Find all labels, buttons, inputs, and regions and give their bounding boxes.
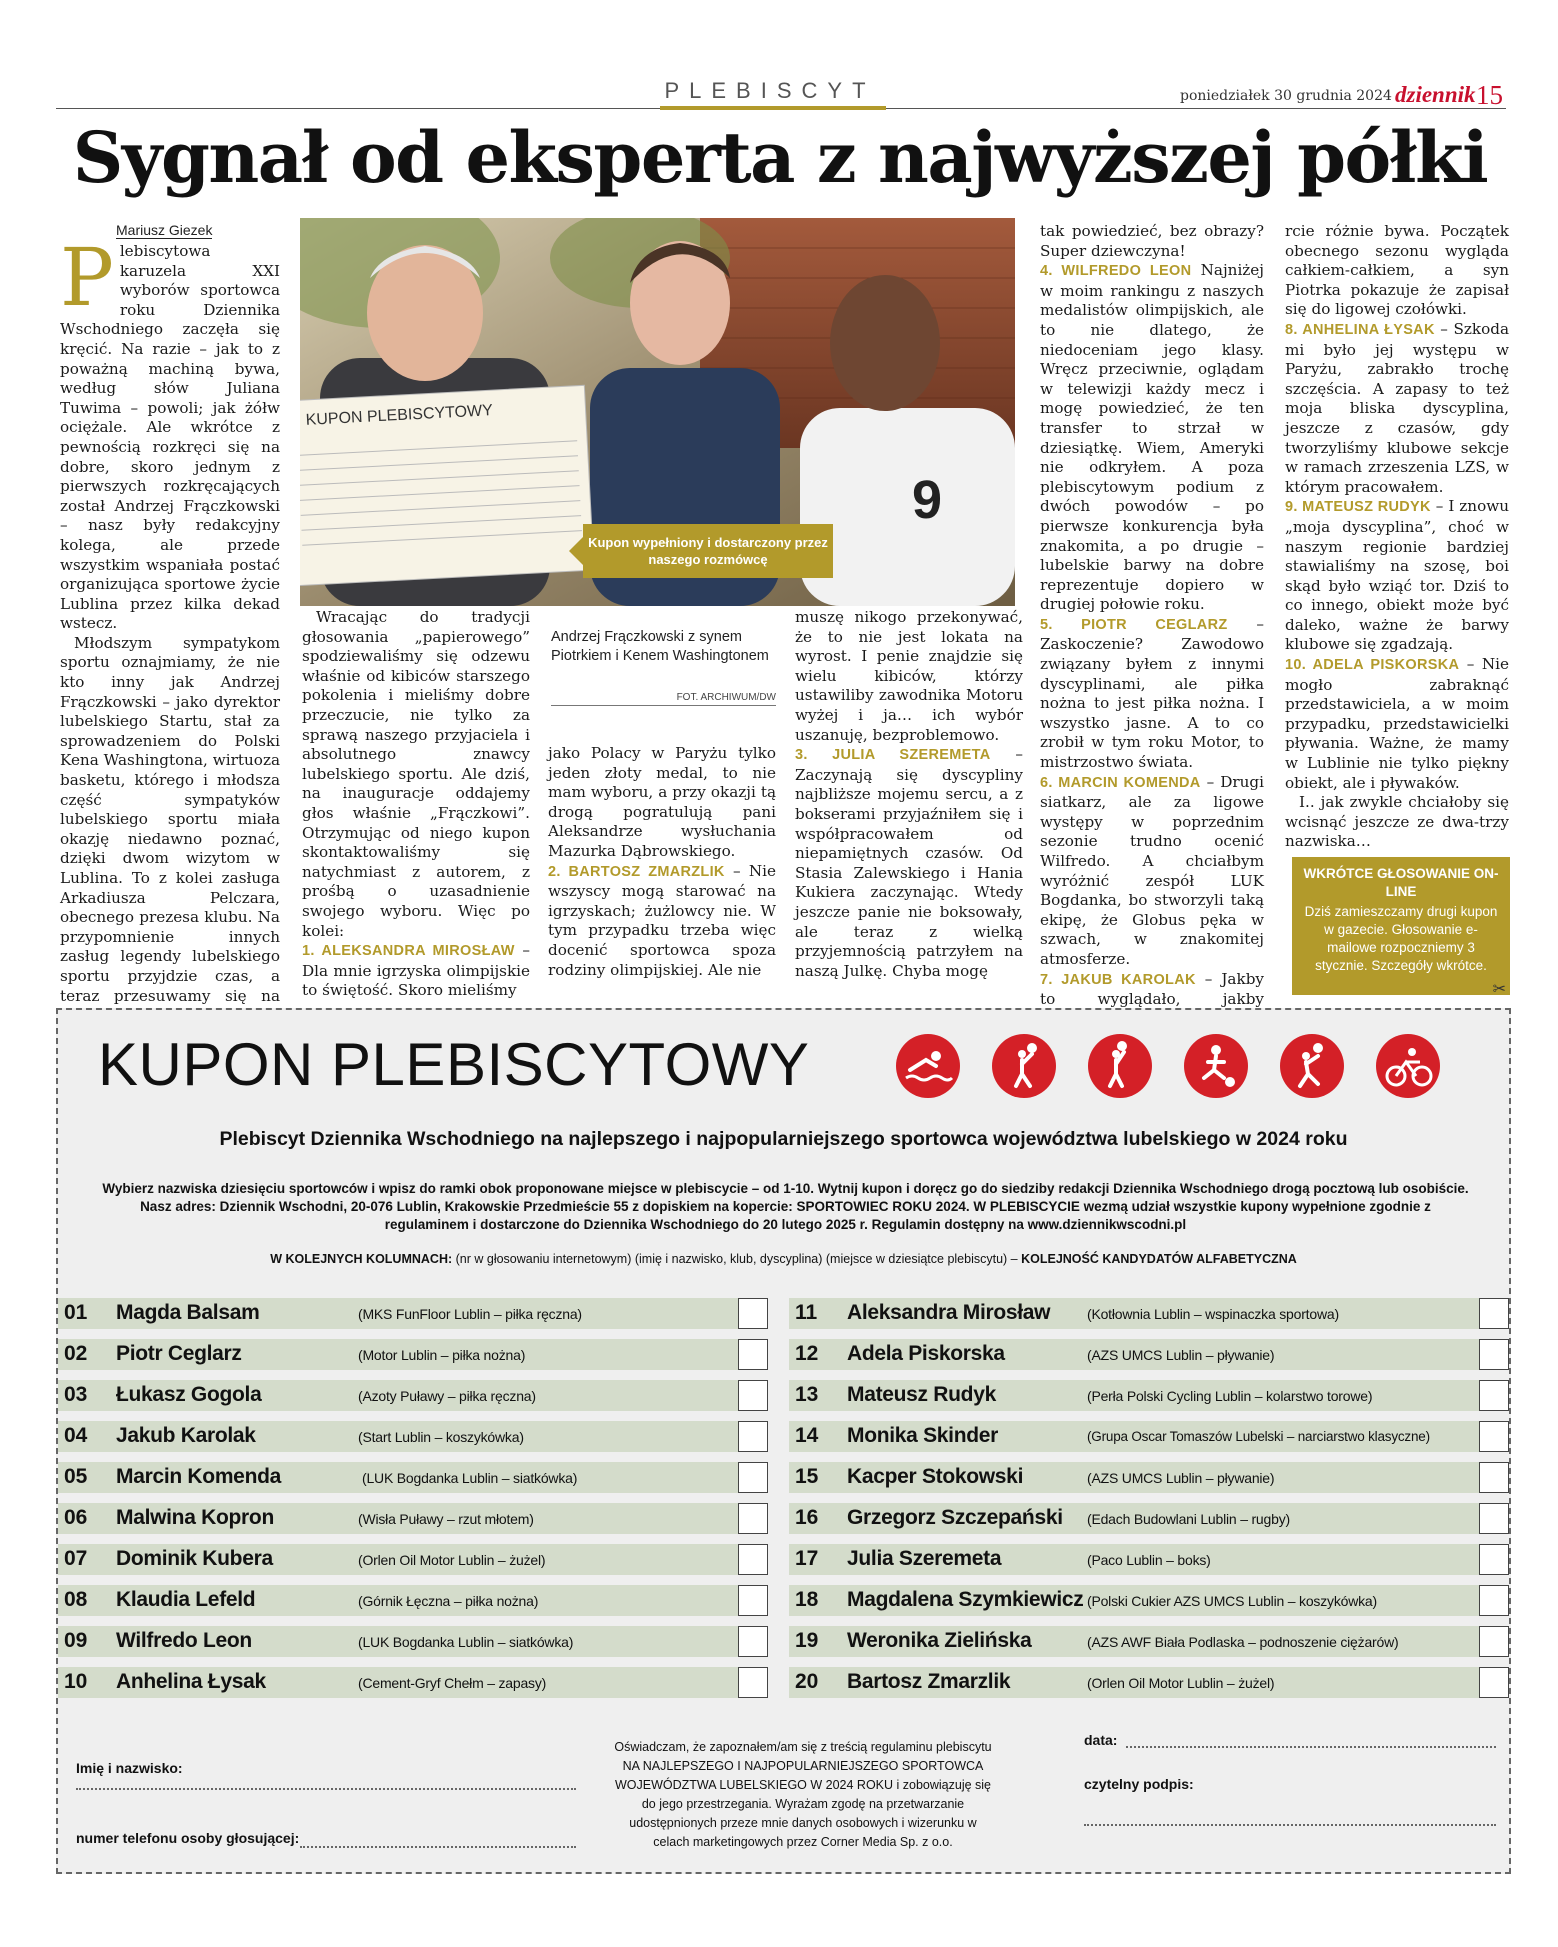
candidate-number: 04 [64, 1424, 88, 1447]
rank-input-box[interactable] [1479, 1298, 1509, 1329]
candidate-name: Wilfredo Leon [116, 1629, 252, 1652]
article-column-5 [1040, 222, 1264, 1088]
candidate-club: (Orlen Oil Motor Lublin – żużel) [358, 1552, 546, 1568]
candidate-club: (MKS FunFloor Lublin – piłka ręczna) [358, 1306, 582, 1322]
ranking-label: 9. MATEUSZ RUDYK [1285, 499, 1431, 516]
date-field[interactable] [1126, 1746, 1496, 1748]
candidate-row [58, 1339, 768, 1370]
candidate-name: Łukasz Gogola [116, 1383, 262, 1406]
candidate-number: 01 [64, 1301, 88, 1324]
candidate-row [789, 1667, 1509, 1698]
candidate-name: Weronika Zielińska [847, 1629, 1032, 1652]
article-text: muszę nikogo przekonywać, że to nie jest lokata na wyrost. I penie znajdzie się wielu kibiców, którzy ustawiliby zawodnika Motoru wyżej i ja… ich wybór uszanuję, bezproblemowo. [795, 608, 1023, 744]
article-column-1 [60, 231, 280, 1026]
candidate-row [58, 1544, 768, 1575]
ranking-label: 8. ANHELINA ŁYSAK [1285, 321, 1435, 338]
article-text: Wracając do tradycji głosowania „papierowego” spodziewaliśmy się odzewu właśnie od kibiców starszego pokolenia i mieliśmy dobre przeczucie, nie tylko za sprawą naszego przyjaciela i absolutnego znawcy lubelskiego sportu. Ale dziś, na inauguracje oddajemy głos właśnie „Frączkowi”. Otrzymując od niego kupon skontaktowaliśmy się natychmiast z autorem, z prośbą o uzasadnienie swojego wyboru. Więc po kolei: [302, 608, 530, 940]
rank-input-box[interactable] [1479, 1380, 1509, 1411]
dropcap: P [60, 231, 114, 324]
article-column-3 [548, 744, 776, 980]
candidate-club: (LUK Bogdanka Lublin – siatkówka) [358, 1634, 574, 1650]
signature-label: czytelny podpis: [1084, 1776, 1194, 1792]
rank-input-box[interactable] [738, 1626, 768, 1657]
online-voting-title: WKRÓTCE GŁOSOWANIE ON-LINE [1303, 866, 1499, 899]
candidate-row [58, 1667, 768, 1698]
article-paragraph: Młodszym sympatykom sportu oznajmiamy, że nie kto inny jak Andrzej Frączkowski – jako dyrektor lubelskiego Startu, stał za sprowadzeniem do Polski Kena Washingtona, wirtuoza basketu, którego i młodsza część sympatyków lubelskiego sportu miała okazję niedawno poznać, dzięki dwom wizytom w Lublina. To z kolei zasługa Arkadiusza Pelczara, obecnego prezesa klubu. Na przypomnienie innych zasług legendy lubelskiego sportu przyjdzie czas, a teraz przesuwamy się na [60, 633, 280, 1005]
candidate-row [789, 1380, 1509, 1411]
article-text: – I znowu „moja dyscyplina”, choć w naszym regionie bardziej stawialiśmy na szosę, boi skąd było wziąć tor. Dziś to co innego, obiekt może być daleko, ważne że barwy klubowe się zgadzają. [1285, 497, 1509, 654]
candidate-club: (Azoty Puławy – piłka ręczna) [358, 1388, 536, 1404]
columns-legend [58, 1252, 1509, 1266]
headline: Sygnał od eksperta z najwyższej półki [72, 116, 1488, 199]
coupon-title: KUPON PLEBISCYTOWY [98, 1031, 810, 1098]
candidate-club: (Paco Lublin – boks) [1087, 1552, 1211, 1568]
rank-input-box[interactable] [738, 1544, 768, 1575]
candidate-row [789, 1462, 1509, 1493]
candidate-name: Anhelina Łysak [116, 1670, 266, 1693]
candidate-row [58, 1380, 768, 1411]
article-text: – Zaskoczenie? Zawodowo związany byłem z innymi dyscyplinami, ale piłka nożna to jest piłka nożna. I wszystko jasne. A to co zrobił w tym roku Motor, to mistrzostwo świata. [1040, 614, 1264, 772]
article-text: – Nie wszyscy mogą starować na igrzyskach; żużlowcy nie. W tym przypadku trzeba więc docenić sportowca spoza rodziny olimpijskiej. Ale nie [548, 861, 776, 979]
article-column-6 [1285, 222, 1509, 852]
page-number: 15 [1476, 80, 1503, 110]
volleyball-icon [992, 1034, 1056, 1098]
rank-input-box[interactable] [738, 1503, 768, 1534]
candidate-row [58, 1626, 768, 1657]
candidate-club: (Motor Lublin – piłka nożna) [358, 1347, 526, 1363]
candidate-number: 03 [64, 1383, 88, 1406]
rank-input-box[interactable] [738, 1462, 768, 1493]
candidate-club: (AZS UMCS Lublin – pływanie) [1087, 1470, 1275, 1486]
rank-input-box[interactable] [1479, 1544, 1509, 1575]
ranking-label: 5. PIOTR CEGLARZ [1040, 616, 1228, 633]
candidate-name: Magdalena Szymkiewicz [847, 1588, 1084, 1611]
candidate-name: Julia Szeremeta [847, 1547, 1002, 1570]
cycling-icon [1376, 1034, 1440, 1098]
ranking-label: 3. JULIA SZEREMETA [795, 747, 991, 764]
candidate-number: 07 [64, 1547, 88, 1570]
article-text: – Dla mnie igrzyska olimpijskie to świętość. Skoro mieliśmy [302, 941, 530, 1000]
candidate-row [58, 1585, 768, 1616]
newspaper-logo: dziennik [1395, 82, 1476, 107]
legend-bold: W KOLEJNYCH KOLUMNACH: [270, 1252, 453, 1266]
rank-input-box[interactable] [1479, 1585, 1509, 1616]
candidate-name: Aleksandra Mirosław [847, 1301, 1051, 1324]
article-text: jako Polacy w Paryżu tylko jeden złoty medal, to nie mam wyboru, a przy okazji tą drogą pogratulują pani Aleksandrze wysłuchania Mazurka Dąbrowskiego. [548, 744, 776, 860]
candidate-number: 06 [64, 1506, 88, 1529]
candidate-number: 05 [64, 1465, 88, 1488]
candidate-number: 16 [795, 1506, 819, 1529]
candidate-number: 14 [795, 1424, 819, 1447]
article-column-2 [302, 608, 530, 1001]
candidate-row [789, 1544, 1509, 1575]
article-text: Najniżej w moim rankingu z naszych medalistów olimpijskich, ale to nie dlatego, że niedoceniam jego klasy. Wręcz przeciwnie, oglądam w telewizji każdy mecz i mogę powiedzieć, że ten transfer to strzał w dziesiątkę. Wiem, Ameryki nie odkryłem. A poza plebiscytowym podium z dwóch powodów – po pierwsze konkurencja była znakomita, a po drugie – lubelskie barwy na dobre reprezentuje dopiero w drugiej połowie roku. [1040, 261, 1264, 614]
article-paragraph [548, 744, 776, 980]
candidate-row [789, 1585, 1509, 1616]
section-label: PLEBISCYT [664, 78, 876, 103]
candidate-name: Dominik Kubera [116, 1547, 273, 1570]
article-lead [60, 231, 280, 634]
candidate-number: 20 [795, 1670, 819, 1693]
candidate-name: Jakub Karolak [116, 1424, 256, 1447]
candidate-club: (LUK Bogdanka Lublin – siatkówka) [362, 1470, 578, 1486]
ranking-label: 6. MARCIN KOMENDA [1040, 774, 1201, 791]
candidate-club: (Polski Cukier AZS UMCS Lublin – koszykówka) [1087, 1593, 1377, 1609]
ranking-label: 7. JAKUB KAROLAK [1040, 971, 1196, 988]
candidate-row [789, 1503, 1509, 1534]
coupon-subtitle: Plebiscyt Dziennika Wschodniego na najlepszego i najpopularniejszego sportowca województwa lubelskiego w 2024 roku [219, 1128, 1348, 1150]
coupon-instructions: Wybierz nazwiska dziesięciu sportowców i wpisz do ramki obok proponowane miejsce w plebiscycie – od 1-10. Wytnij kupon i doręcz go do siedziby redakcji Dziennika Wschodniego drogą pocztową lub osobiście. Nasz adres: Dziennik Wschodni, 20-076 Lublin, Krakowskie Przedmieście 55 z dopiskiem na kopercie: SPORTOWIEC ROKU 2024. W PLEBISCYCIE wezmą udział wszystkie kupony wypełnione zgodnie z regulaminem i dostarczone do Dziennika Wschodniego do 20 lutego 2025 r. Regulamin dostępny na www.dziennikwscodni.pl [102, 1181, 1469, 1232]
candidate-club: (Wisła Puławy – rzut młotem) [358, 1511, 534, 1527]
candidate-row [58, 1462, 768, 1493]
candidate-number: 08 [64, 1588, 88, 1611]
candidate-name: Marcin Komenda [116, 1465, 281, 1488]
article-text: – Zaczynają się dyscypliny najbliższe mojemu sercu, a z bokserami przyjaźniłem się i współpracowałem od niepamiętnych czasów. Od Stasia Zalewskiego i Hania Kukiera zaczynając. Wtedy jeszcze panie nie boksowały, ale teraz z wielką przyjemnością patrzyłem na naszą Julkę. Chyba mogę [795, 745, 1023, 980]
ranking-label: 4. WILFREDO LEON [1040, 263, 1192, 280]
name-label: Imię i nazwisko: [76, 1760, 183, 1776]
signature-field[interactable] [1084, 1824, 1496, 1826]
ranking-label: 1. ALEKSANDRA MIROSŁAW [302, 943, 515, 960]
rank-input-box[interactable] [1479, 1503, 1509, 1534]
candidate-name: Monika Skinder [847, 1424, 999, 1447]
candidate-row [789, 1421, 1509, 1452]
swimming-icon [896, 1034, 960, 1098]
article-text: – Nie mogło zabraknąć przedstawiciela, a w moim przypadku, przedstawicielki pływania. Ważne, że mamy w Lublinie nie tylko piękny obiekt, ale i pływaków. [1285, 655, 1509, 792]
ranking-label: 10. ADELA PISKORSKA [1285, 657, 1460, 674]
candidate-number: 11 [795, 1301, 818, 1324]
candidate-name: Mateusz Rudyk [847, 1383, 996, 1406]
candidate-club: (Edach Budowlani Lublin – rugby) [1087, 1511, 1290, 1527]
article-column-4 [795, 608, 1023, 981]
candidate-name: Piotr Ceglarz [116, 1342, 242, 1365]
candidate-club: (AZS AWF Biała Podlaska – podnoszenie ciężarów) [1087, 1634, 1399, 1650]
football-icon [1184, 1034, 1248, 1098]
candidate-row [789, 1298, 1509, 1329]
candidate-name: Bartosz Zmarzlik [847, 1670, 1011, 1693]
candidate-name: Magda Balsam [116, 1301, 260, 1324]
article-text: rcie różnie bywa. Początek obecnego sezonu wygląda całkiem-całkiem, a syn Piotrka pokazuje że zapisał się do ligowej czołówki. [1285, 222, 1509, 319]
candidate-name: Malwina Kopron [116, 1506, 274, 1529]
ranking-label: 2. BARTOSZ ZMARZLIK [548, 863, 725, 880]
inset-coupon-title: KUPON PLEBISCYTOWY [305, 402, 494, 429]
article-text: – Jakby to wyglądało, jakby [1040, 969, 1264, 1009]
candidate-club: (Górnik Łęczna – piłka nożna) [358, 1593, 539, 1609]
candidate-club: (Perła Polski Cycling Lublin – kolarstwo torowe) [1087, 1388, 1373, 1404]
candidate-number: 10 [64, 1670, 88, 1693]
candidate-club: (Start Lublin – koszykówka) [358, 1429, 524, 1445]
candidate-row [58, 1298, 768, 1329]
rank-input-box[interactable] [738, 1585, 768, 1616]
candidate-number: 12 [795, 1342, 819, 1365]
candidate-number: 02 [64, 1342, 88, 1365]
candidate-club: (Grupa Oscar Tomaszów Lubelski – narciarstwo klasyczne) [1087, 1429, 1430, 1444]
candidate-number: 15 [795, 1465, 819, 1488]
rank-input-box[interactable] [738, 1298, 768, 1329]
online-voting-text: Dziś zamieszczamy drugi kupon w gazecie. Głosowanie e-mailowe rozpoczniemy 3 stycznie. Szczegóły wkrótce. [1304, 904, 1498, 973]
article-paragraph [1040, 222, 1264, 1088]
candidate-number: 17 [795, 1547, 819, 1570]
voting-coupon [56, 1008, 1511, 1874]
candidate-club: (AZS UMCS Lublin – pływanie) [1087, 1347, 1275, 1363]
rank-input-box[interactable] [1479, 1421, 1509, 1452]
phone-field[interactable] [300, 1846, 576, 1848]
rank-input-box[interactable] [738, 1421, 768, 1452]
candidate-row [789, 1626, 1509, 1657]
candidate-name: Grzegorz Szczepański [847, 1506, 1063, 1529]
article-paragraph: I.. jak zwykle chciałoby się wcisnąć jeszcze ze dwa-trzy nazwiska… [1285, 793, 1509, 851]
article-text: – Szkoda mi było jej występu w Paryżu, zabrakło trochę szczęścia. A zapasy to też moja bliska dyscyplina, jeszcze z czasów, gdy tworzyliśmy klubowe sekcje w ramach zrzeszenia LZS, w którym pracowałem. [1285, 319, 1510, 496]
candidate-number: 09 [64, 1629, 88, 1652]
article-paragraph [1285, 222, 1509, 793]
name-field[interactable] [76, 1788, 576, 1790]
article-paragraph [795, 608, 1023, 981]
article-paragraph: lebiscytowa karuzela XXI wyborów sportowca roku Dziennika Wschodniego zaczęła się kręcić. Na razie – jak to z poważną machiną bywa, według słów Juliana Tuwima – powoli; jak żółw ociężale. Ale wkrótce z pewnością rozkręci się na dobre, skoro jednym z pierwszych rozkręcających został Andrzej Frączkowski – nasz były redakcyjny kolega, ale przede wszystkim wspaniała postać organizująca sportowe życie Lublina przez kilka dekad wstecz. [60, 242, 280, 633]
section-underline [660, 106, 886, 110]
basketball-icon [1088, 1034, 1152, 1098]
phone-label: numer telefonu osoby głosującej: [76, 1830, 300, 1846]
candidate-number: 18 [795, 1588, 819, 1611]
byline: Mariusz Giezek [116, 222, 213, 238]
candidate-row [58, 1503, 768, 1534]
photo-caption: Andrzej Frączkowski z synem Piotrkiem i Kenem Washingtonem [551, 629, 769, 664]
photo-badge: Kupon wypełniony i dostarczony przez naszego rozmówcę [583, 524, 833, 578]
rank-input-box[interactable] [1479, 1626, 1509, 1657]
candidate-name: Klaudia Lefeld [116, 1588, 256, 1611]
scissors-icon: ✂ [1492, 981, 1506, 998]
declaration-text: Oświadczam, że zapoznałem/am się z treścią regulaminu plebiscytu NA NAJLEPSZEGO I NAJPOPULARNIEJSZEGO SPORTOWCA WOJEWÓDZTWA LUBELSKIEGO W 2024 ROKU i zobowiązuję się do jego przestrzegania. Wyrażam zgodę na przetwarzanie udostępnionych przeze mnie danych osobowych i wizerunku w celach marketingowych przez Corner Media Sp. z o.o. [614, 1740, 992, 1849]
photo-credit: FOT. ARCHIWUM/DW [551, 692, 776, 706]
article-text: – Drugi siatkarz, ale za ligowe występy w poprzednim sezonie trudno ocenić Wilfredo. A chciałbym wyróżnić zespół LUK Bogdanka, bo stworzyli taką ekipę, że Globus pęka w szwach, w znakomitej atmosferze. [1040, 772, 1264, 968]
candidate-name: Kacper Stokowski [847, 1465, 1024, 1488]
candidate-club: (Kotłownia Lublin – wspinaczka sportowa) [1087, 1306, 1339, 1322]
candidate-club: (Cement-Gryf Chełm – zapasy) [358, 1675, 547, 1691]
jersey-number: 9 [912, 470, 943, 530]
rank-input-box[interactable] [738, 1667, 768, 1698]
candidate-name: Adela Piskorska [847, 1342, 1005, 1365]
rank-input-box[interactable] [1479, 1667, 1509, 1698]
online-voting-box [1292, 857, 1510, 998]
legend-bold: KOLEJNOŚĆ KANDYDATÓW ALFABETYCZNA [1021, 1252, 1297, 1266]
rank-input-box[interactable] [738, 1380, 768, 1411]
article-text: tak powiedzieć, bez obrazy? Super dziewczyna! [1040, 222, 1264, 260]
issue-date: poniedziałek 30 grudnia 2024 [1180, 88, 1392, 104]
article-paragraph [302, 608, 530, 1001]
candidate-club: (Orlen Oil Motor Lublin – żużel) [1087, 1675, 1275, 1691]
legend-text: (nr w głosowaniu internetowym) (imię i nazwisko, klub, dyscyplina) (miejsce w dziesiątce plebiscytu) – [452, 1252, 1022, 1266]
candidate-row [789, 1339, 1509, 1370]
rank-input-box[interactable] [1479, 1462, 1509, 1493]
candidate-number: 13 [795, 1383, 819, 1406]
date-label: data: [1084, 1732, 1118, 1748]
candidate-row [58, 1421, 768, 1452]
rank-input-box[interactable] [738, 1339, 768, 1370]
handball-icon [1280, 1034, 1344, 1098]
rank-input-box[interactable] [1479, 1339, 1509, 1370]
candidate-number: 19 [795, 1629, 819, 1652]
